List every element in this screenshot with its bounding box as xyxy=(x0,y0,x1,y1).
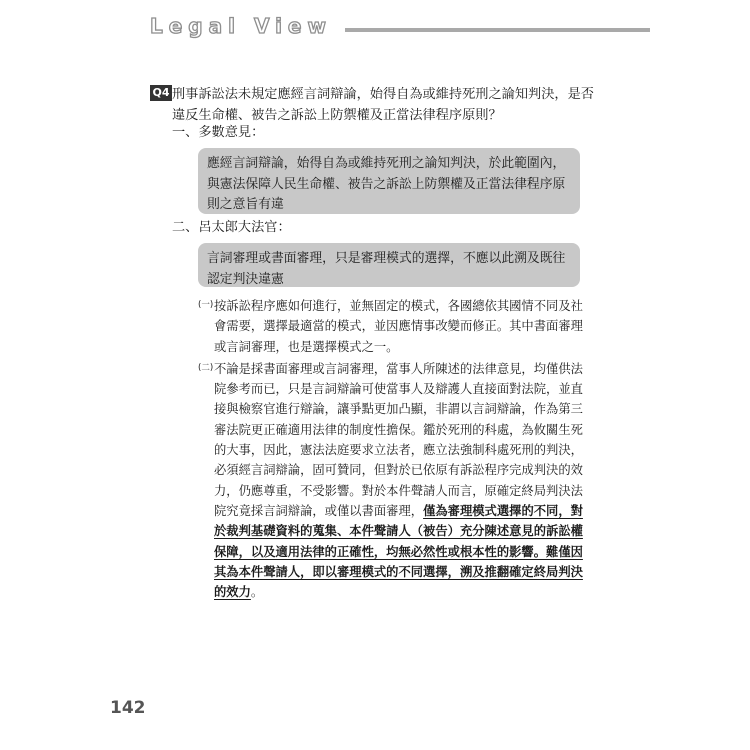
header-rule xyxy=(345,28,650,32)
question-text: 刑事訴訟法未規定應經言詞辯論，始得自為或維持死刑之論知判決，是否違反生命權、被告之訴訟上防禦權及正當法律程序原則？ xyxy=(172,87,594,123)
question-badge: Q4 xyxy=(150,85,172,101)
underlined-conclusion: 僅為審理模式選擇的不同，對於裁判基礎資料的蒐集、本件聲請人（被告）充分陳述意見的訴訟權保障，以及適用法律的正確性，均無必然性或根本性的影響。難僅因其為本件聲請人，即以審理模式的不同選擇，溯及推翻確定終局判決的效力 xyxy=(214,502,583,600)
point-end: 。 xyxy=(250,585,264,600)
justice-opinion-box: 言詞審理或書面審理，只是審理模式的選擇，不應以此溯及既往認定判決違憲 xyxy=(198,243,580,287)
point-item xyxy=(198,359,583,603)
majority-opinion-box: 應經言詞辯論，始得自為或維持死刑之論知判決，於此範圍內，與憲法保障人民生命權、被告之訴訟上防禦權及正當法律程序原則之意旨有違 xyxy=(198,148,580,214)
question-block xyxy=(150,84,600,126)
header-title: Legal View xyxy=(150,14,332,38)
point-text: 不論是採書面審理或言詞審理，當事人所陳述的法律意見，均僅供法院參考而已，只是言詞辯論可使當事人及辯護人直接面對法院，並直接與檢察官進行辯論，讓爭點更加凸顯，非謂以言詞辯論，作為第三審法院更正確適用法律的制度性擔保。鑑於死刑的科處，為攸關生死的大事，因此，憲法法庭要求立法者，應立法強制科處死刑的判決，必須經言詞辯論，固可贊同，但對於已依原有訴訟程序完成判決的效力，仍應尊重，不受影響。對於本件聲請人而言，原確定終局判決法院究竟採言詞辯論，或僅以書面審理， xyxy=(214,361,583,518)
point-marker: (二) xyxy=(198,362,214,373)
opinion-points xyxy=(198,296,583,602)
running-header xyxy=(150,14,650,44)
section-heading-majority: 一、多數意見： xyxy=(172,125,265,140)
section-heading-justice: 二、呂太郎大法官： xyxy=(172,220,291,235)
point-item xyxy=(198,296,583,357)
point-marker: (一) xyxy=(198,300,214,310)
point-text: 按訴訟程序應如何進行，並無固定的模式，各國總依其國情不同及社會需要，選擇最適當的模式，並因應情事改變而修正。其中書面審理或言詞審理，也是選擇模式之一。 xyxy=(214,299,583,354)
page-number: 142 xyxy=(110,698,146,718)
